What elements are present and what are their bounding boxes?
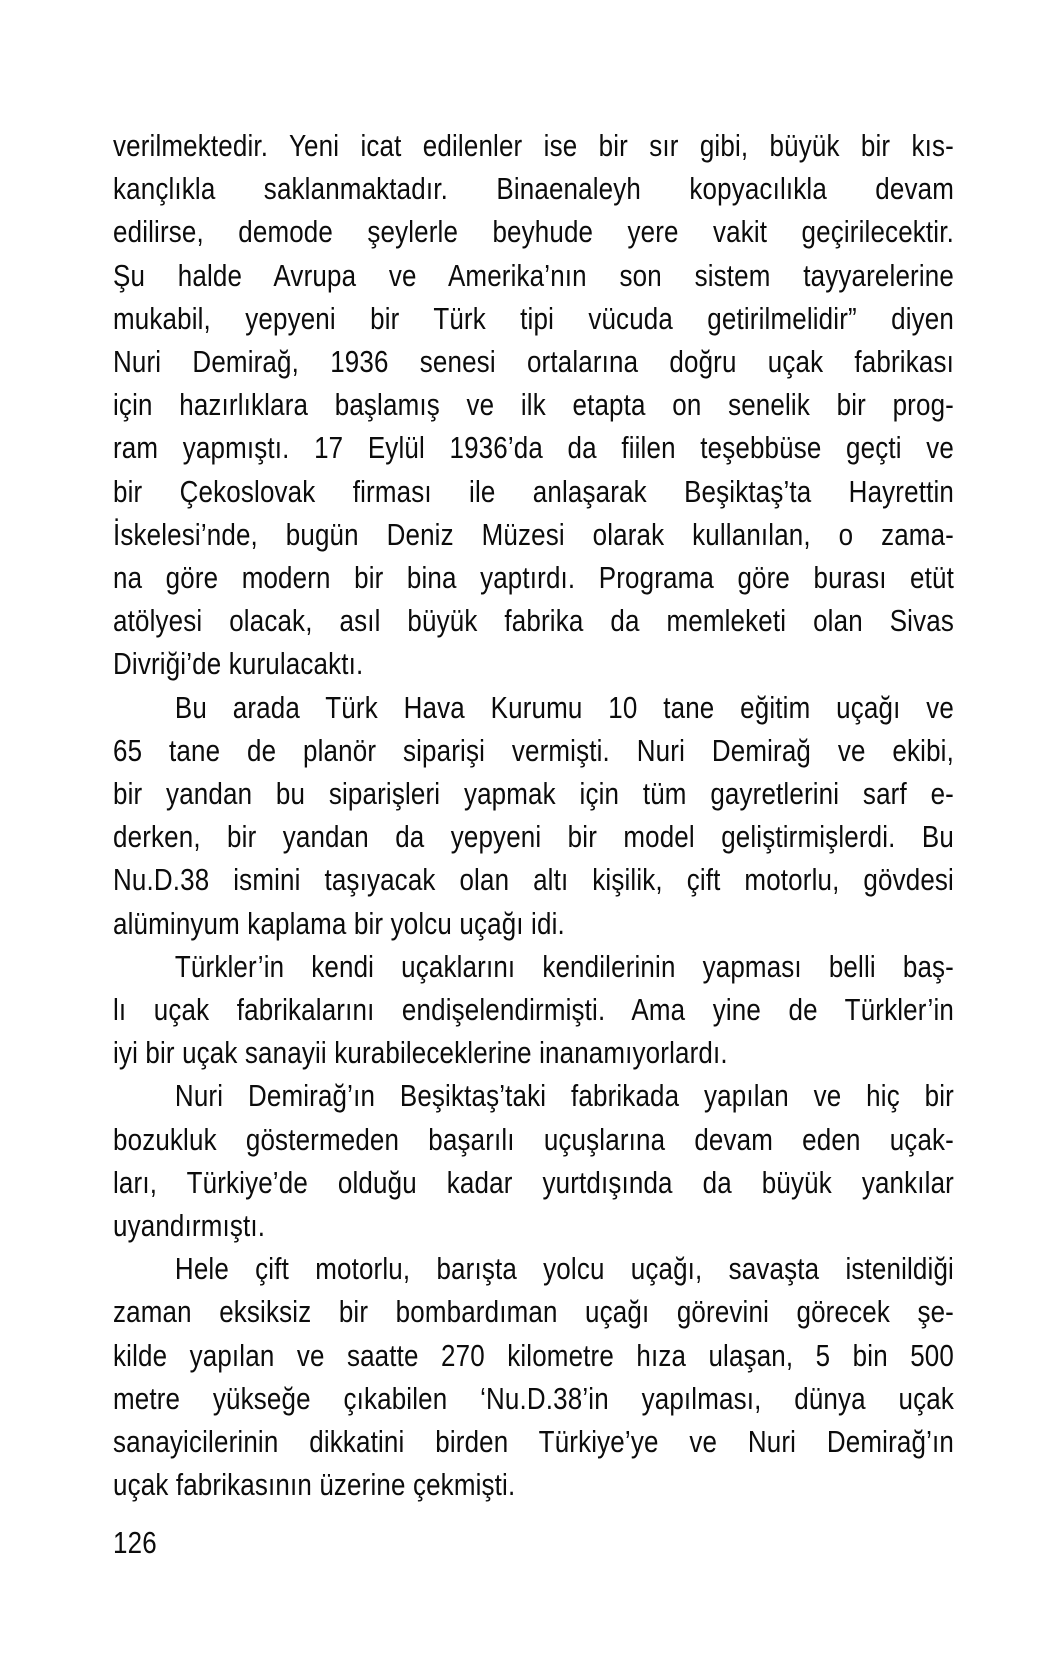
text-line: bir yandan bu siparişleri yapmak için tüm gayretlerini sarf e-: [113, 776, 954, 812]
text-block: [113, 124, 954, 1507]
text-line: mukabil, yepyeni bir Türk tipi vücuda getirilmelidir” diyen: [113, 300, 954, 336]
text-line: alüminyum kaplama bir yolcu uçağı idi.: [113, 905, 565, 941]
page-number: 126: [113, 1525, 157, 1560]
text-line: na göre modern bir bina yaptırdı. Programa göre burası etüt: [113, 560, 954, 596]
text-line: İskelesi’nde, bugün Deniz Müzesi olarak kullanılan, o zama-: [113, 516, 954, 552]
text-line: atölyesi olacak, asıl büyük fabrika da memleketi olan Sivas: [113, 603, 954, 639]
paragraph: [113, 1247, 954, 1506]
text-line: ram yapmıştı. 17 Eylül 1936’da da fiilen teşebbüse geçti ve: [113, 430, 954, 466]
paragraph: [113, 1074, 954, 1247]
text-line: ları, Türkiye’de olduğu kadar yurtdışında da büyük yankılar: [113, 1164, 954, 1200]
text-line: zaman eksiksiz bir bombardıman uçağı görevini görecek şe-: [113, 1294, 954, 1330]
text-line: Nu.D.38 ismini taşıyacak olan altı kişilik, çift motorlu, gövdesi: [113, 862, 954, 898]
text-line: iyi bir uçak sanayii kurabileceklerine inanamıyorlardı.: [113, 1035, 728, 1071]
text-line: uyandırmıştı.: [113, 1208, 266, 1244]
text-line: edilirse, demode şeylerle beyhude yere vakit geçirilecektir.: [113, 214, 954, 250]
paragraph: [113, 945, 954, 1075]
text-line: Bu arada Türk Hava Kurumu 10 tane eğitim uçağı ve: [174, 689, 954, 725]
text-line: uçak fabrikasının üzerine çekmişti.: [113, 1467, 516, 1503]
text-line: derken, bir yandan da yepyeni bir model geliştirmişlerdi. Bu: [113, 819, 954, 855]
text-line: sanayicilerinin dikkatini birden Türkiye’ye ve Nuri Demirağ’ın: [113, 1424, 954, 1460]
text-line: Divriği’de kurulacaktı.: [113, 646, 364, 682]
text-line: Şu halde Avrupa ve Amerika’nın son sistem tayyarelerine: [113, 257, 954, 293]
text-line: bozukluk göstermeden başarılı uçuşlarına devam eden uçak-: [113, 1121, 954, 1157]
text-line: bir Çekoslovak firması ile anlaşarak Beşiktaş’ta Hayrettin: [113, 473, 954, 509]
text-line: Nuri Demirağ, 1936 senesi ortalarına doğru uçak fabrikası: [113, 344, 954, 380]
paragraph: [113, 686, 954, 945]
text-line: verilmektedir. Yeni icat edilenler ise bir sır gibi, büyük bir kıs-: [113, 128, 954, 163]
paragraph: [113, 124, 954, 686]
text-line: Nuri Demirağ’ın Beşiktaş’taki fabrikada yapılan ve hiç bir: [174, 1078, 954, 1114]
text-line: kilde yapılan ve saatte 270 kilometre hıza ulaşan, 5 bin 500: [113, 1337, 954, 1373]
text-line: 65 tane de planör siparişi vermişti. Nuri Demirağ ve ekibi,: [113, 732, 954, 768]
text-line: Türkler’in kendi uçaklarını kendilerinin yapması belli baş-: [174, 948, 954, 984]
text-line: kançlıkla saklanmaktadır. Binaenaleyh kopyacılıkla devam: [113, 171, 954, 207]
text-line: Hele çift motorlu, barışta yolcu uçağı, savaşta istenildiği: [174, 1251, 954, 1287]
text-line: için hazırlıklara başlamış ve ilk etapta on senelik bir prog-: [113, 387, 954, 423]
text-line: lı uçak fabrikalarını endişelendirmişti. Ama yine de Türkler’in: [113, 992, 954, 1028]
text-line: metre yükseğe çıkabilen ‘Nu.D.38’in yapılması, dünya uçak: [113, 1380, 954, 1416]
